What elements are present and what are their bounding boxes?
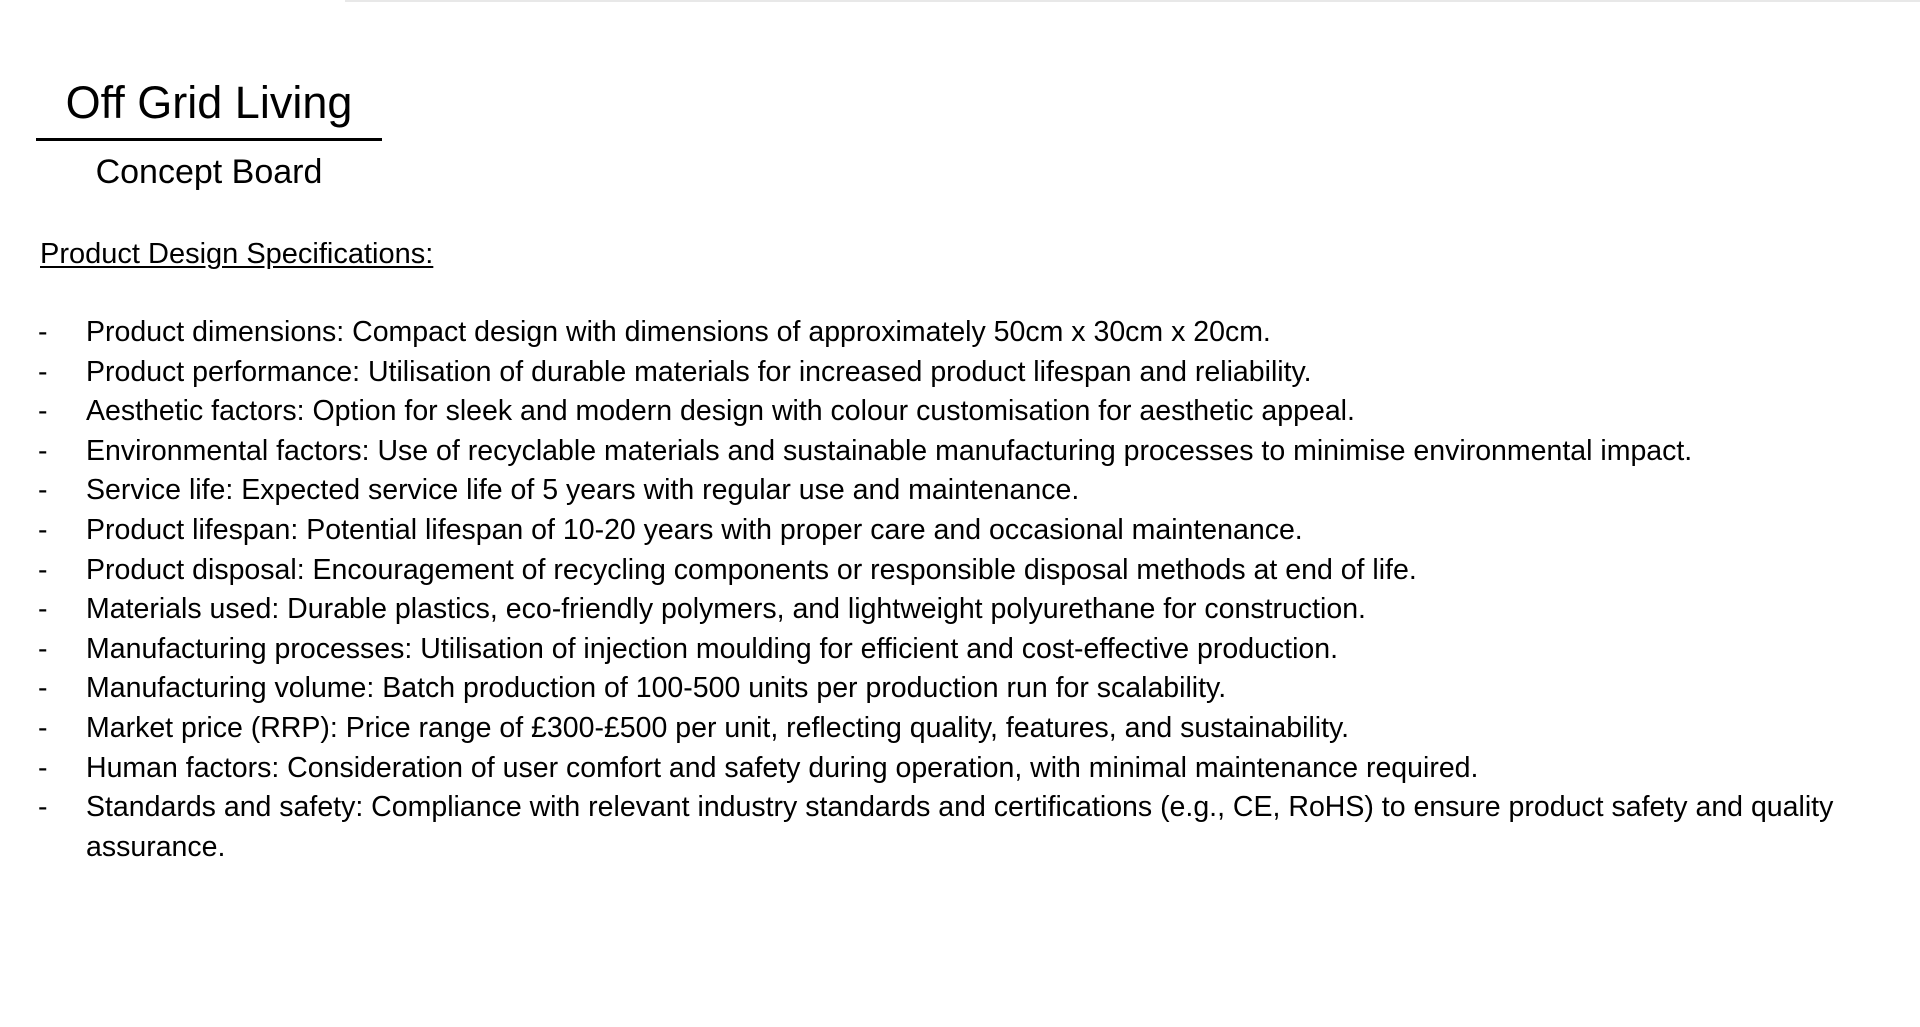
title-block <box>36 72 382 199</box>
bullet-dash: - <box>38 474 48 507</box>
bullet-dash: - <box>38 672 48 705</box>
spec-item-dimensions <box>38 313 1838 353</box>
bullet-dash: - <box>38 513 48 546</box>
specs-list <box>38 313 1838 867</box>
page-top-edge <box>345 0 1920 2</box>
specs-heading: Product Design Specifications: <box>40 238 434 270</box>
spec-item-disposal <box>38 551 1838 591</box>
spec-item-lifespan <box>38 511 1838 551</box>
spec-item-environmental <box>38 432 1838 472</box>
spec-text: Aesthetic factors: Option for sleek and modern design with colour customisation for aesthetic appeal. <box>86 395 1355 428</box>
spec-text: Materials used: Durable plastics, eco-friendly polymers, and lightweight polyurethane for construction. <box>86 593 1366 626</box>
bullet-dash: - <box>38 316 48 348</box>
spec-text: Product dimensions: Compact design with dimensions of approximately 50cm x 30cm x 20cm. <box>86 316 1271 348</box>
spec-text: Environmental factors: Use of recyclable materials and sustainable manufacturing processes to minimise environmental impact. <box>86 434 1693 467</box>
bullet-dash: - <box>38 553 48 586</box>
bullet-dash: - <box>38 632 48 665</box>
spec-item-manufacturing-processes <box>38 630 1838 670</box>
spec-text: Product performance: Utilisation of durable materials for increased product lifespan and reliability. <box>86 355 1312 388</box>
bullet-dash: - <box>38 355 48 388</box>
spec-item-standards-safety <box>38 788 1838 867</box>
spec-text: Human factors: Consideration of user comfort and safety during operation, with minimal maintenance required. <box>86 751 1479 784</box>
spec-item-performance <box>38 353 1838 393</box>
spec-text: Manufacturing processes: Utilisation of injection moulding for efficient and cost-effective production. <box>86 632 1339 665</box>
bullet-dash: - <box>38 593 48 626</box>
bullet-dash: - <box>38 434 48 467</box>
spec-item-aesthetic <box>38 392 1838 432</box>
bullet-dash: - <box>38 711 48 744</box>
document-subtitle: Concept Board <box>95 153 323 191</box>
bullet-dash: - <box>38 395 48 428</box>
bullet-dash: - <box>38 751 48 784</box>
spec-item-service-life <box>38 471 1838 511</box>
spec-item-materials <box>38 590 1838 630</box>
spec-text: Service life: Expected service life of 5 years with regular use and maintenance. <box>86 474 1080 507</box>
spec-text: Product disposal: Encouragement of recycling components or responsible disposal methods at end of life. <box>86 553 1417 586</box>
spec-text: Standards and safety: Compliance with relevant industry standards and certifications (e.g., CE, RoHS) to ensure product safety and quality assurance. <box>86 791 1834 863</box>
bullet-dash: - <box>38 791 48 824</box>
spec-text: Market price (RRP): Price range of £300-£500 per unit, reflecting quality, features, and sustainability. <box>86 711 1350 744</box>
spec-item-manufacturing-volume <box>38 669 1838 709</box>
spec-text: Product lifespan: Potential lifespan of 10-20 years with proper care and occasional maintenance. <box>86 513 1303 546</box>
spec-text: Manufacturing volume: Batch production of 100-500 units per production run for scalability. <box>86 672 1227 705</box>
title-underline-rule <box>36 138 382 141</box>
spec-item-market-price <box>38 709 1838 749</box>
spec-item-human-factors <box>38 749 1838 789</box>
document-title: Off Grid Living <box>65 77 353 128</box>
